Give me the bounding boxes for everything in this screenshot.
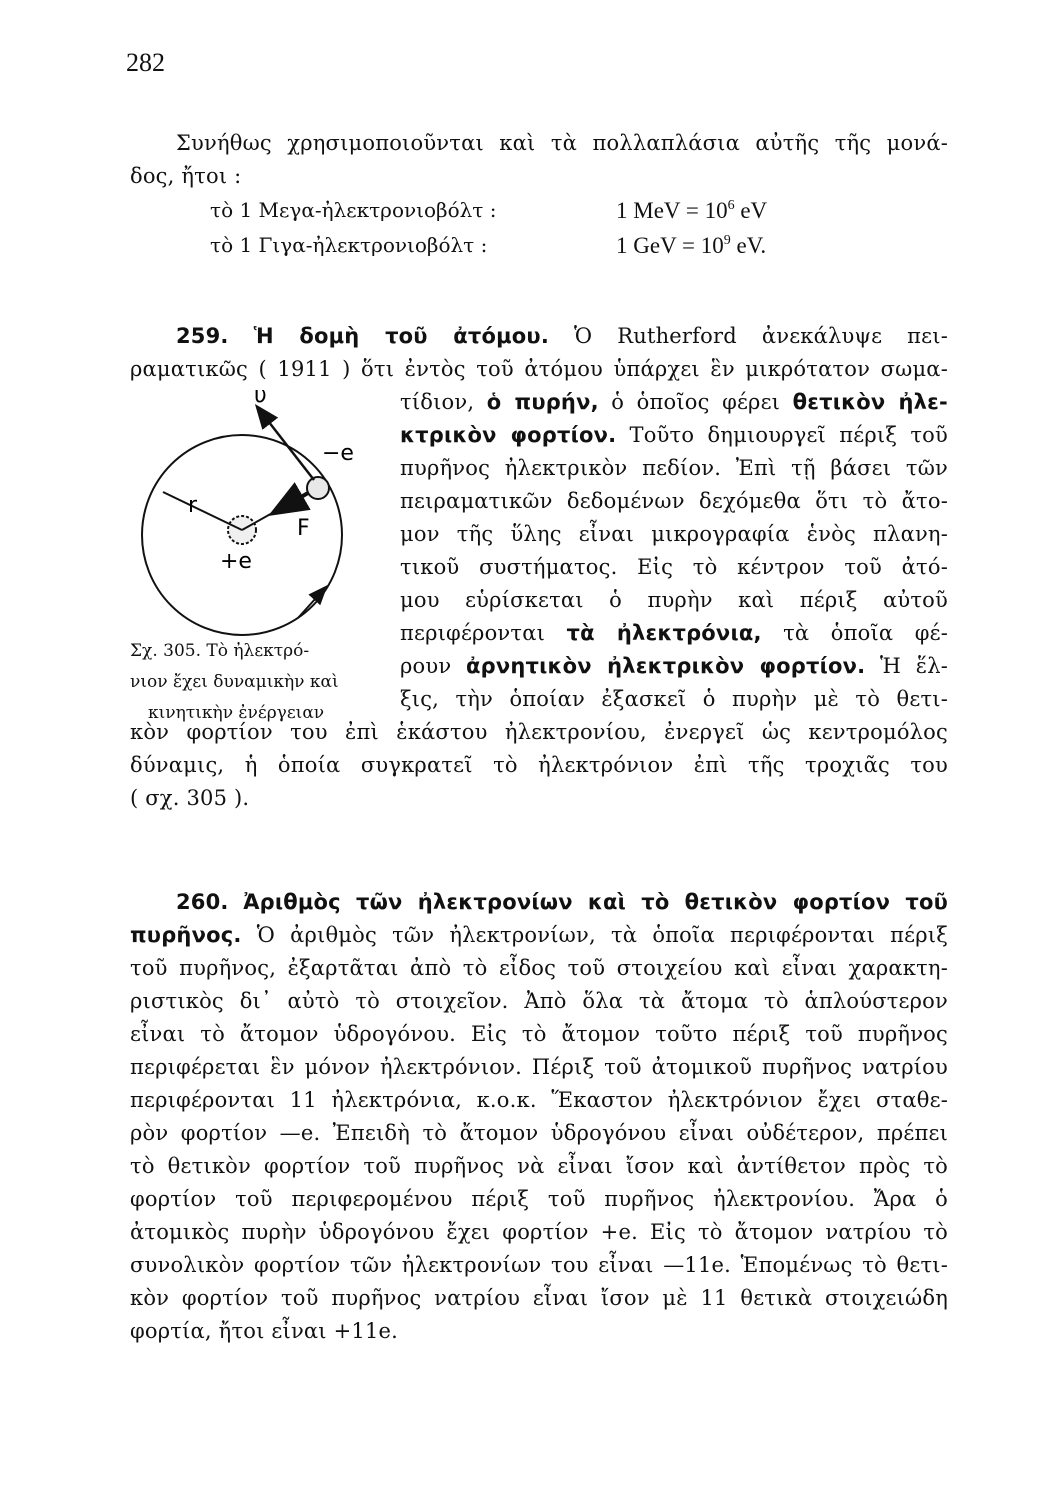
atom-diagram (130, 340, 390, 640)
s260-line: φορτίον τοῦ περιφερομένου πέριξ τοῦ πυρῆνος ἠλεκτρονίου. Ἄρα ὁ (130, 1187, 948, 1211)
s260-line: τοῦ πυρῆνος, ἐξαρτᾶται ἀπὸ τὸ εἶδος τοῦ στοιχείου καὶ εἶναι χαρακτη- (130, 956, 948, 980)
s260-line: πυρῆνος. Ὁ ἀριθμὸς τῶν ἠλεκτρονίων, τὰ ὁποῖα περιφέρονται πέριξ (130, 923, 948, 947)
s260-line: εἶναι τὸ ἄτομον ὑδρογόνου. Εἰς τὸ ἄτομον τοῦτο πέριξ τοῦ πυρῆνος (130, 1022, 948, 1046)
atom-diagram-svg (130, 340, 390, 640)
s260-line: ρὸν φορτίον —e. Ἐπειδὴ τὸ ἄτομον ὑδρογόνου εἶναι οὐδέτερον, πρέπει (130, 1121, 948, 1145)
unit-name: τὸ 1 Μεγα-ἠλεκτρονιοβόλτ : (210, 198, 497, 222)
nucleus-charge-label: +e (220, 549, 252, 574)
s260-line: συνολικὸν φορτίον τῶν ἠλεκτρονίων του εἶναι —11e. Ἑπομένως τὸ θετι- (130, 1253, 948, 1277)
electron-charge-label: −e (322, 441, 354, 466)
force-label: F (297, 516, 310, 541)
electron (307, 477, 329, 499)
s260-line: ἀτομικὸς πυρὴν ὑδρογόνου ἔχει φορτίον +e. Εἰς τὸ ἄτομον νατρίου τὸ (130, 1220, 948, 1244)
s259-line: δύναμις, ἡ ὁποία συγκρατεῖ τὸ ἠλεκτρόνιον ἐπὶ τῆς τροχιᾶς του (130, 753, 948, 777)
section-title: Ἀριθμὸς τῶν ἠλεκτρονίων καὶ τὸ θετικὸν φορτίον τοῦ (243, 890, 948, 914)
s259-line: μον τῆς ὕλης εἶναι μικρογραφία ἑνὸς πλανη- (400, 522, 948, 546)
figure-caption-line: νιον ἔχει δυναμικὴν καὶ (130, 672, 339, 692)
s259-line: περιφέρονται τὰ ἠλεκτρόνια, τὰ ὁποῖα φέ- (400, 621, 949, 645)
s260-line: περιφέρεται ἓν μόνον ἠλεκτρόνιον. Πέριξ τοῦ ἀτομικοῦ πυρῆνος νατρίου (130, 1055, 948, 1079)
s260-line: φορτία, ἤτοι εἶναι +11e. (130, 1319, 399, 1343)
s259-line: τικοῦ συστήματος. Εἰς τὸ κέντρον τοῦ ἀτό- (400, 555, 948, 579)
s260-line: τὸ θετικὸν φορτίον τοῦ πυρῆνος νὰ εἶναι ἴσον καὶ ἀντίθετον πρὸς τὸ (130, 1154, 948, 1178)
unit-name: τὸ 1 Γιγα-ἠλεκτρονιοβόλτ : (210, 233, 488, 257)
force-arrow (275, 493, 308, 512)
velocity-label: υ (254, 383, 267, 408)
figure-caption-line: Σχ. 305. Τὸ ἠλεκτρό- (130, 641, 310, 661)
section-title: Ἡ δομὴ τοῦ ἀτόμου. (253, 324, 549, 348)
s259-line: ρουν ἀρνητικὸν ἠλεκτρικὸν φορτίον. Ἡ ἕλ- (400, 654, 948, 678)
s259-line: ραματικῶς ( 1911 ) ὅτι ἐντὸς τοῦ ἀτόμου ὑπάρχει ἓν μικρότατον σωμα- (130, 357, 948, 381)
unit-value: 1 GeV = $10^9$ eV. (616, 233, 767, 258)
s259-line: ξις, τὴν ὁποίαν ἐξασκεῖ ὁ πυρὴν μὲ τὸ θετι- (400, 687, 948, 711)
s259-line: πυρῆνος ἠλεκτρικὸν πεδίον. Ἐπὶ τῇ βάσει τῶν (400, 456, 948, 480)
s259-line: κτρικὸν φορτίον. Τοῦτο δημιουργεῖ πέριξ τοῦ (400, 423, 948, 447)
velocity-arrow (258, 408, 314, 480)
s260-line: περιφέρονται 11 ἠλεκτρόνια, κ.ο.κ. Ἕκαστον ἠλεκτρόνιον ἔχει σταθε- (130, 1088, 948, 1112)
page-number: 282 (126, 48, 165, 77)
orbit-direction-arrow (298, 588, 325, 618)
radius-line (163, 492, 242, 530)
s259-line: τίδιον, ὁ πυρήν, ὁ ὁποῖος φέρει θετικὸν ἠλε- (400, 390, 948, 414)
section-number: 260. (176, 890, 229, 914)
s259-line: κὸν φορτίον του ἐπὶ ἑκάστου ἠλεκτρονίου, ἐνεργεῖ ὡς κεντρομόλος (130, 720, 948, 744)
s260-line: ριστικὸς δι᾿ αὐτὸ τὸ στοιχεῖον. Ἀπὸ ὅλα τὰ ἄτομα τὸ ἁπλούστερον (130, 989, 948, 1013)
s259-line: ( σχ. 305 ). (130, 786, 250, 810)
section-number: 259. (176, 324, 229, 348)
radius-label: r (188, 493, 198, 518)
section-title-cont: πυρῆνος. (130, 923, 242, 947)
s259-line: μου εὑρίσκεται ὁ πυρὴν καὶ πέριξ αὐτοῦ (400, 588, 948, 612)
intro-line-1: Συνήθως χρησιμοποιοῦνται καὶ τὰ πολλαπλάσια αὐτῆς τῆς μονά- (176, 131, 948, 155)
intro-line-2: δος, ἤτοι : (130, 164, 242, 188)
s260-line: κὸν φορτίον τοῦ πυρῆνος νατρίου εἶναι ἴσον μὲ 11 θετικὰ στοιχειώδη (130, 1286, 948, 1310)
figure-caption-line: κινητικὴν ἐνέργειαν (148, 703, 325, 723)
unit-value: 1 MeV = $10^6$ eV (616, 198, 768, 223)
s259-line: πειραματικῶν δεδομένων δεχόμεθα ὅτι τὸ ἄτο- (400, 489, 948, 513)
body-text: Ὁ Rutherford ἀνεκάλυψε πει- (549, 324, 948, 348)
section-260-title-line-1 (176, 886, 948, 918)
